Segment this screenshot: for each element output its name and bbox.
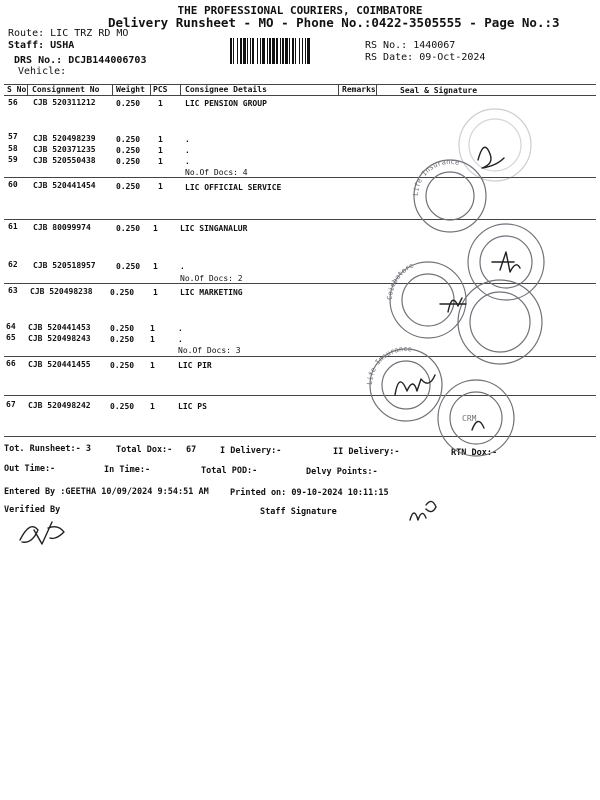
row-sno: 67 (6, 400, 16, 409)
row-pcs: 1 (153, 262, 158, 271)
row-sno: 58 (8, 144, 18, 153)
row-consignment-no: CJB 520498238 (30, 287, 93, 296)
in-time: In Time:- (104, 465, 151, 475)
route-value: LIC TRZ RD MO (50, 28, 129, 39)
row-weight: 0.250 (110, 335, 135, 344)
staff-value: USHA (50, 40, 75, 51)
row-consignee: . (185, 157, 190, 166)
tot-runsheet-value: 3 (85, 444, 92, 454)
row-pcs: 1 (158, 157, 163, 166)
rs-no-value: 1440067 (413, 40, 456, 51)
i-delivery: I Delivery:- (220, 446, 282, 456)
total-pod: Total POD:- (201, 466, 258, 476)
row-weight: 0.250 (116, 262, 141, 271)
row-weight: 0.250 (110, 288, 135, 297)
company-title: THE PROFESSIONAL COURIERS, COIMBATORE (177, 4, 423, 17)
docs-count: No.Of Docs: 2 (180, 274, 243, 283)
row-consignee: LIC PIR (178, 361, 212, 370)
row-pcs: 1 (153, 224, 158, 233)
row-consignee: LIC OFFICIAL SERVICE (185, 183, 282, 192)
vehicle-label: Vehicle: (18, 66, 67, 77)
row-pcs: 1 (150, 402, 155, 411)
row-consignee: LIC PENSION GROUP (185, 99, 267, 108)
row-weight: 0.250 (110, 324, 135, 333)
rs-no-label: RS No.: (365, 40, 408, 51)
verified-by-signature (20, 522, 64, 544)
row-sno: 59 (8, 155, 18, 164)
staff-signature-label: Staff Signature (260, 507, 337, 517)
row-sno: 65 (6, 333, 16, 342)
staff-signature (410, 501, 436, 520)
total-dox-value: 67 (186, 445, 197, 455)
row-consignment-no: CJB 80099974 (33, 223, 91, 232)
docs-count: No.Of Docs: 3 (178, 346, 241, 355)
drs-value: DCJB144006703 (68, 55, 147, 66)
row-sno: 64 (6, 322, 16, 331)
row-weight: 0.250 (116, 99, 141, 108)
row-consignee: . (178, 335, 183, 344)
row-consignment-no: CJB 520311212 (33, 98, 96, 107)
row-weight: 0.250 (110, 402, 135, 411)
seal-text: Coimbatore (385, 261, 415, 301)
col-header-seal-signature: Seal & Signature (400, 86, 478, 95)
ii-delivery: II Delivery:- (333, 447, 400, 457)
out-time: Out Time:- (4, 464, 56, 474)
seal-stamp (438, 380, 514, 456)
row-consignment-no: CJB 520441454 (33, 181, 96, 190)
row-consignment-no: CJB 520498242 (28, 401, 91, 410)
col-header-consignee: Consignee Details (185, 85, 267, 94)
row-pcs: 1 (158, 146, 163, 155)
col-header-remarks: Remarks (342, 85, 376, 94)
row-consignment-no: CJB 520518957 (33, 261, 96, 270)
total-dox-label: Total Dox:- (116, 445, 173, 455)
tot-runsheet-label: Tot. Runsheet:- (4, 444, 81, 454)
rs-date-label: RS Date: (365, 52, 414, 63)
col-header-sno: S No (7, 85, 27, 94)
rs-date-value: 09-Oct-2024 (419, 52, 486, 63)
row-sno: 62 (8, 260, 18, 269)
row-weight: 0.250 (116, 135, 141, 144)
row-consignment-no: CJB 520441453 (28, 323, 91, 332)
row-pcs: 1 (158, 99, 163, 108)
row-consignment-no: CJB 520371235 (33, 145, 96, 154)
row-pcs: 1 (150, 324, 155, 333)
docs-count: No.Of Docs: 4 (185, 168, 248, 177)
row-consignment-no: CJB 520498243 (28, 334, 91, 343)
rtn-dox: RTN Dox:- (451, 448, 498, 458)
route-label: Route: (8, 28, 45, 39)
col-header-consignment: Consignment No (32, 85, 100, 94)
row-weight: 0.250 (110, 361, 135, 370)
handwritten-signature (478, 147, 504, 168)
row-pcs: 1 (153, 288, 158, 297)
printed-on: Printed on: 09-10-2024 10:11:15 (230, 488, 389, 498)
row-sno: 60 (8, 180, 18, 189)
delvy-points: Delvy Points:- (306, 467, 378, 477)
row-sno: 63 (8, 286, 18, 295)
row-sno: 66 (6, 359, 16, 368)
row-consignment-no: CJB 520550438 (33, 156, 96, 165)
seal-stamp (459, 109, 531, 181)
row-consignee: . (185, 135, 190, 144)
row-consignee: . (180, 262, 185, 271)
row-sno: 57 (8, 132, 18, 141)
seal-text: Life Insurance (365, 344, 413, 386)
row-pcs: 1 (150, 361, 155, 370)
row-weight: 0.250 (116, 146, 141, 155)
row-weight: 0.250 (116, 224, 141, 233)
row-consignee: LIC MARKETING (180, 288, 243, 297)
seal-stamp (412, 158, 486, 232)
row-pcs: 1 (150, 335, 155, 344)
seal-text: CRM (462, 414, 477, 423)
row-weight: 0.250 (116, 157, 141, 166)
entered-by: Entered By :GEETHA 10/09/2024 9:54:51 AM (4, 487, 209, 497)
row-pcs: 1 (158, 135, 163, 144)
row-consignee: . (185, 146, 190, 155)
handwritten-signature (492, 252, 520, 272)
row-pcs: 1 (158, 182, 163, 191)
seal-stamp (366, 345, 442, 421)
row-consignee: . (178, 324, 183, 333)
row-consignee: LIC PS (178, 402, 207, 411)
col-header-weight: Weight (116, 85, 145, 94)
row-sno: 61 (8, 222, 18, 231)
col-header-pcs: PCS (153, 85, 168, 94)
row-sno: 56 (8, 98, 18, 107)
row-weight: 0.250 (116, 182, 141, 191)
runsheet-subtitle: Delivery Runsheet - MO - Phone No.:0422-3505555 - Page No.:3 (108, 15, 560, 30)
verified-by: Verified By (4, 505, 61, 515)
seal-text: Life Insurance (411, 157, 461, 197)
row-consignment-no: CJB 520441455 (28, 360, 91, 369)
seal-stamp (458, 280, 542, 364)
row-consignment-no: CJB 520498239 (33, 134, 96, 143)
drs-label: DRS No.: (14, 55, 63, 66)
staff-label: Staff: (8, 40, 45, 51)
row-consignee: LIC SINGANALUR (180, 224, 248, 233)
